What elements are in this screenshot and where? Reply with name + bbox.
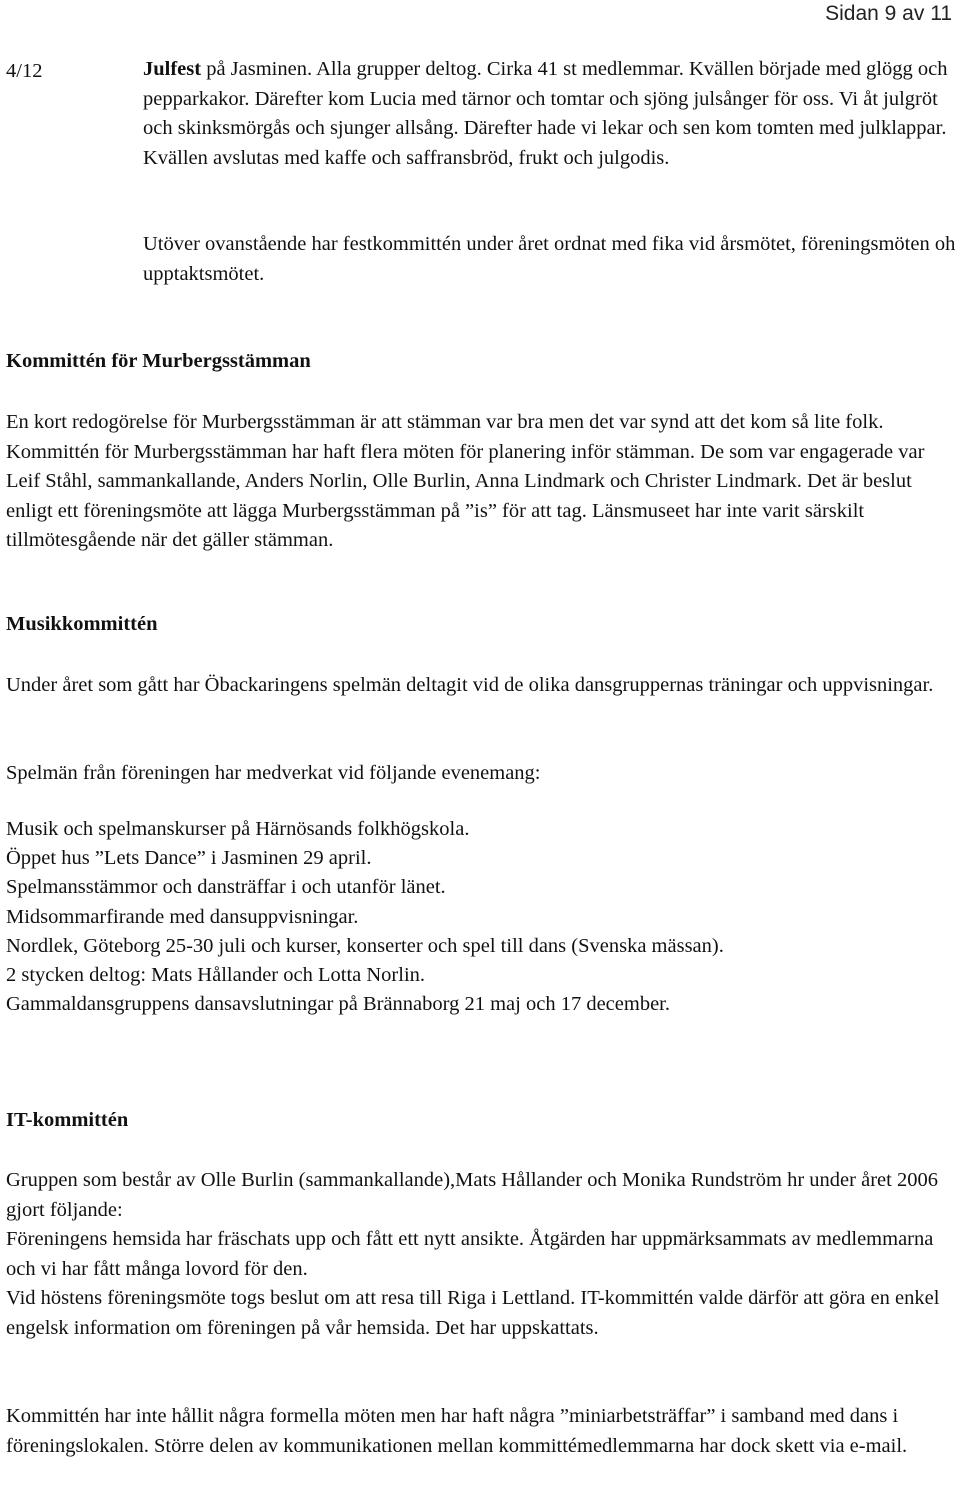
julfest-title: Julfest [143,58,202,80]
it-heading: IT-kommittén [6,1109,129,1131]
list-item: Öppet hus ”Lets Dance” i Jasminen 29 april. [6,847,372,870]
julfest-paragraph [143,55,958,173]
musik-intro: Under året som gått har Öbackaringens spelmän deltagit vid de olika dansgruppernas träningar och uppvisningar. [6,674,934,696]
musik-events-list [6,815,956,1019]
murbergs-heading: Kommittén för Murbergsstämman [6,350,311,372]
julfest-text: på Jasminen. Alla grupper deltog. Cirka 41 st medlemmar. Kvällen började med glögg och pepparkakor. Därefter kom Lucia med tärnor och tomtar och sjöng julsånger för oss. Vi åt julgröt och skinksmörgås och sjunger allsång. Därefter hade vi lekar och sen kom tomten med julklappar. Kvällen avslutas med kaffe och saffransbröd, frukt och julgodis. [143,58,948,169]
murbergs-paragraph: En kort redogörelse för Murbergsstämman är att stämman var bra men det var synd att det kom så lite folk. Kommittén för Murbergsstämman har haft flera möten för planering inför stämman. De som var engagerade var Leif Ståhl, sammankallande, Anders Norlin, Olle Burlin, Anna Lindmark och Christer Lindmark. Det är beslut enligt ett föreningsmöte att lägga Murbergsstämman på ”is” för att tag. Länsmuseet har inte varit särskilt tillmötesgående när det gäller stämman. [6,411,925,551]
musik-lead: Spelmän från föreningen har medverkat vid följande evenemang: [6,762,541,784]
list-item: Musik och spelmanskurser på Härnösands folkhögskola. [6,818,470,840]
it-line: Gruppen som består av Olle Burlin (sammankallande),Mats Hållander och Monika Rundström hr under året 2006 gjort följande: [6,1169,938,1221]
list-item: Spelmansstämmor och dansträffar i och utanför länet. [6,876,446,899]
it-paragraph [6,1166,956,1343]
musik-heading: Musikkommittén [6,613,158,635]
list-item: Midsommarfirande med dansuppvisningar. [6,905,359,928]
it-line: Föreningens hemsida har fräschats upp och fått ett nytt ansikte. Åtgärden har uppmärksammats av medlemmarna och vi har fått många lovord för den. [6,1228,934,1280]
list-item: Gammaldansgruppens dansavslutningar på Brännaborg 21 maj och 17 december. [6,993,670,1016]
it-closing: Kommittén har inte hållit några formella möten men har haft några ”miniarbetsträffar” i samband med dans i föreningslokalen. Större delen av kommunikationen mellan kommittémedlemmarna har dock skett via e-mail. [6,1405,908,1457]
festkommitten-paragraph: Utöver ovanstående har festkommittén under året ordnat med fika vid årsmötet, föreningsmöten oh upptaktsmötet. [143,233,956,285]
page-number: Sidan 9 av 11 [825,2,952,25]
it-line: Vid höstens föreningsmöte togs beslut om att resa till Riga i Lettland. IT-kommittén valde därför att göra en enkel engelsk information om föreningen på vår hemsida. Det har uppskattats. [6,1287,940,1339]
list-item: Nordlek, Göteborg 25-30 juli och kurser, konserter och spel till dans (Svenska mässan). [6,934,724,957]
entry-date: 4/12 [6,60,43,82]
list-item: 2 stycken deltog: Mats Hållander och Lotta Norlin. [6,964,426,987]
